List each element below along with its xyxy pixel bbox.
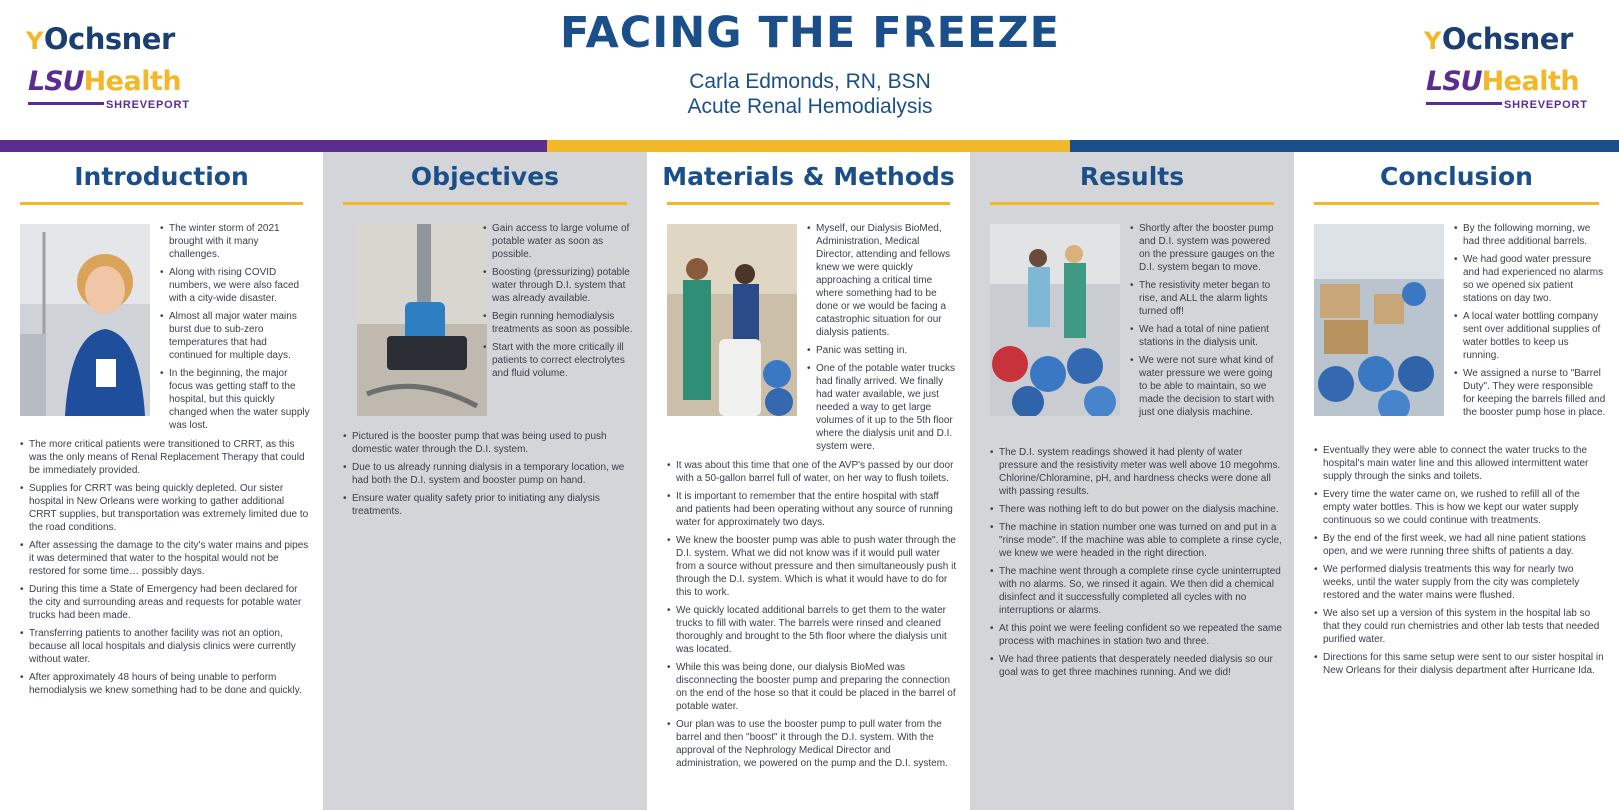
methods-full-list [667, 459, 958, 775]
list-item: • Every time the water came on, we rushed to refill all of the empty water bottles. This is how we kept our water supply continuous so we could continue with treatments. [1314, 488, 1607, 527]
section-rule [1314, 202, 1599, 205]
section-rule [343, 202, 627, 205]
shreveport-wordmark: SHREVEPORT [1504, 99, 1588, 111]
list-item: • During this time a State of Emergency had been declared for the city and surrounding areas and requests for potable water trucks had been made. [20, 583, 311, 622]
ochsner-figure-icon: Y [26, 27, 43, 55]
photo-stockpiled-water-supplies [1314, 224, 1444, 416]
poster-author: Carla Edmonds, RN, BSN [689, 70, 931, 93]
list-item: • One of the potable water trucks had finally arrived. We finally had water available, we just needed a way to get large volumes of it up to the 5th floor where the dialysis unit and D.I. system were. [807, 362, 958, 453]
list-item: • We knew the booster pump was able to push water through the D.I. system. What we did not know was if it would pull water from a source without pressure and then simultaneously push it through the D.I. system. Which is what it would have to do for this to work. [667, 534, 958, 599]
section-title: Results [1079, 162, 1185, 191]
section-introduction [0, 152, 323, 810]
list-item: • We were not sure what kind of water pressure we were going to be able to maintain, so we made the decision to start with just one dialysis machine. [1130, 354, 1282, 419]
objectives-full-list [343, 430, 635, 523]
list-item: • The winter storm of 2021 brought with it many challenges. [160, 222, 311, 261]
list-item: • By the following morning, we had three additional barrels. [1454, 222, 1607, 248]
photo-staff-with-water-barrel [667, 224, 797, 416]
list-item: • The machine in station number one was turned on and put in a "rinse mode". If the machine was able to complete a rinse cycle, we knew we were headed in the right direction. [990, 521, 1282, 560]
section-results [970, 152, 1294, 810]
list-item: • It was about this time that one of the AVP's passed by our door with a 50-gallon barrel full of water, on her way to flush toilets. [667, 459, 958, 485]
ochsner-wordmark: Ochsner [1441, 22, 1573, 56]
list-item: • We had a total of nine patient stations in the dialysis unit. [1130, 323, 1282, 349]
list-item: • Transferring patients to another facility was not an option, because all local hospitals and dialysis clinics were currently without water. [20, 627, 311, 666]
section-conclusion [1294, 152, 1619, 810]
results-side-list [1130, 222, 1282, 424]
poster-header [0, 0, 1619, 140]
list-item: • After approximately 48 hours of being unable to perform hemodialysis we knew something had to be done and quickly. [20, 671, 311, 697]
list-item: • We performed dialysis treatments this way for nearly two weeks, until the water supply from the city was completely restored and the water mains were flushed. [1314, 563, 1607, 602]
health-wordmark: Health [1481, 66, 1580, 97]
conclusion-side-list [1454, 222, 1607, 424]
list-item: • Myself, our Dialysis BioMed, Administration, Medical Director, attending and fellows knew we were quickly approaching a critical time where something had to be done or we would be facing a catastrophic situation for our dialysis patients. [807, 222, 958, 339]
list-item: • Gain access to large volume of potable water as soon as possible. [483, 222, 635, 261]
list-item: • We quickly located additional barrels to get them to the water trucks to fill with water. The barrels were rinsed and cleaned thoroughly and brought to the 5th floor where the dialysis unit was located. [667, 604, 958, 656]
list-item: • Almost all major water mains burst due to sub-zero temperatures that had continued for multiple days. [160, 310, 311, 362]
list-item: • Ensure water quality safety prior to initiating any dialysis treatments. [343, 492, 635, 518]
health-wordmark: Health [83, 66, 182, 97]
ochsner-lsu-logo-left [26, 22, 201, 117]
section-materials-methods [647, 152, 970, 810]
ochsner-lsu-logo-right [1424, 22, 1599, 117]
list-item: • At this point we were feeling confident so we repeated the same process with machines in station two and three. [990, 622, 1282, 648]
introduction-full-list [20, 438, 311, 702]
section-title: Objectives [410, 162, 560, 191]
header-stripe-gold [547, 140, 970, 152]
list-item: • Start with the more critically ill patients to correct electrolytes and fluid volume. [483, 341, 635, 380]
list-item: • We also set up a version of this system in the hospital lab so that they could run chemistries and other lab tests that needed purified water. [1314, 607, 1607, 646]
list-item: • The D.I. system readings showed it had plenty of water pressure and the resistivity meter was well above 10 megohms. Chlorine/Chloramine, pH, and hardness checks were done all with passing results. [990, 446, 1282, 498]
list-item: • Pictured is the booster pump that was being used to push domestic water through the D.I. system. [343, 430, 635, 456]
photo-booster-pump [357, 224, 487, 416]
section-objectives [323, 152, 647, 810]
section-title: Materials & Methods [662, 162, 955, 191]
list-item: • The machine went through a complete rinse cycle uninterrupted with no alarms. So, we rinsed it again. We then did a chemical disinfect and it successfully completed all cycles with no interruptions or alarms. [990, 565, 1282, 617]
objectives-side-list [483, 222, 635, 385]
list-item: • A local water bottling company sent over additional supplies of water bottles to keep us running. [1454, 310, 1607, 362]
header-stripe-navy [1070, 140, 1619, 152]
lsu-wordmark: LSU [1426, 66, 1482, 97]
lsu-wordmark: LSU [28, 66, 84, 97]
section-rule [667, 202, 950, 205]
list-item: • After assessing the damage to the city's water mains and pipes it was determined that water to the hospital would not be restored for some time… possibly days. [20, 539, 311, 578]
header-stripe-purple [0, 140, 547, 152]
list-item: • We assigned a nurse to "Barrel Duty". They were responsible for keeping the barrels filled and the booster pump hose in place. [1454, 367, 1607, 419]
shreveport-wordmark: SHREVEPORT [106, 99, 190, 111]
photo-nurse-at-dialysis-machine [20, 224, 150, 416]
list-item: • Directions for this same setup were sent to our sister hospital in New Orleans for their dialysis department after Hurricane Ida. [1314, 651, 1607, 677]
section-rule [20, 202, 303, 205]
list-item: • It is important to remember that the entire hospital with staff and patients had been operating without any source of running water for approximately two days. [667, 490, 958, 529]
list-item: • Along with rising COVID numbers, we were also faced with a city-wide disaster. [160, 266, 311, 305]
list-item: • We had three patients that desperately needed dialysis so our goal was to get three machines running. And we did! [990, 653, 1282, 679]
list-item: • Supplies for CRRT was being quickly depleted. Our sister hospital in New Orleans were working to gather additional CRRT supplies, but transportation was extremely limited due to the road conditions. [20, 482, 311, 534]
conclusion-full-list [1314, 444, 1607, 682]
results-full-list [990, 446, 1282, 684]
list-item: • In the beginning, the major focus was getting staff to the hospital, but this quickly changed when the water supply was lost. [160, 367, 311, 432]
photo-nurses-with-water-bottles [990, 224, 1120, 416]
list-item: • Panic was setting in. [807, 344, 958, 357]
list-item: • The more critical patients were transitioned to CRRT, as this was the only means of Renal Replacement Therapy that could be immediately provided. [20, 438, 311, 477]
list-item: • By the end of the first week, we had all nine patient stations open, and we were running three shifts of patients a day. [1314, 532, 1607, 558]
list-item: • Our plan was to use the booster pump to pull water from the barrel and then "boost" it through the D.I. system. With the approval of the Nephrology Medical Director and administration, we powered on the pump and the D.I. system. [667, 718, 958, 770]
list-item: • Shortly after the booster pump and D.I. system was powered on the pressure gauges on the D.I. system began to move. [1130, 222, 1282, 274]
list-item: • While this was being done, our dialysis BioMed was disconnecting the booster pump and preparing the connection on the end of the hose so that it could be placed in the barrel of potable water. [667, 661, 958, 713]
list-item: • We had good water pressure and had experienced no alarms so we opened six patient stations on day two. [1454, 253, 1607, 305]
section-title: Conclusion [1380, 162, 1533, 191]
introduction-side-list [160, 222, 311, 437]
list-item: • Begin running hemodialysis treatments as soon as possible. [483, 310, 635, 336]
poster-title: FACING THE FREEZE [560, 8, 1060, 58]
methods-side-list [807, 222, 958, 458]
poster-department: Acute Renal Hemodialysis [687, 95, 933, 118]
section-rule [990, 202, 1274, 205]
ochsner-wordmark: Ochsner [43, 22, 175, 56]
list-item: • There was nothing left to do but power on the dialysis machine. [990, 503, 1282, 516]
list-item: • Boosting (pressurizing) potable water through D.I. system that was already available. [483, 266, 635, 305]
list-item: • Due to us already running dialysis in a temporary location, we had both the D.I. system and booster pump on hand. [343, 461, 635, 487]
section-title: Introduction [74, 162, 249, 191]
ochsner-figure-icon: Y [1424, 27, 1441, 55]
header-stripe-gold-2 [970, 140, 1070, 152]
list-item: • Eventually they were able to connect the water trucks to the hospital's main water line and this allowed intermittent water supply through the sinks and toilets. [1314, 444, 1607, 483]
list-item: • The resistivity meter began to rise, and ALL the alarm lights turned off! [1130, 279, 1282, 318]
